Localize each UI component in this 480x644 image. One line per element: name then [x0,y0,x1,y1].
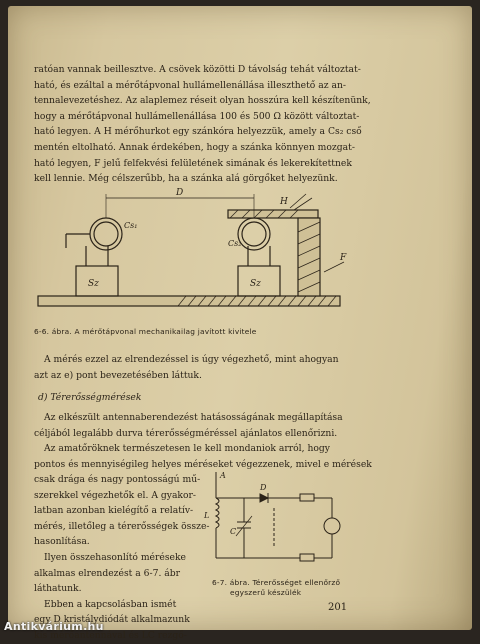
label-C: C [230,527,237,536]
section-heading: d) Térerősségmérések [38,392,142,403]
figure-6-7-circuit [204,468,354,578]
text-line: mérés, illetőleg a térerősségek össze- [34,520,210,532]
text-line: Az elkészült antennaberendezést hatásosságának megállapítása [44,412,343,423]
label-L: L [204,511,210,520]
text-line: ratóan vannak beillesztve. A csövek közötti D távolság tehát változtat- [34,64,361,75]
label-H: H [280,197,288,207]
figure-6-6-diagram [28,182,358,317]
label-D-diode: D [260,483,267,492]
label-D: D [176,188,184,198]
text-line: ható, és ezáltal a mérőtápvonal hullámellenállása illeszthető az an- [34,79,346,91]
text-line: A mérés ezzel az elrendezéssel is úgy végezhető, mint ahogyan [44,354,339,365]
text-line: azt az e) pont bevezetésében láttuk. [34,369,202,381]
figure-6-7-caption-line1: 6-7. ábra. Térerősséget ellenőrző [212,578,341,587]
text-line: latban azonban kielégítő a relatív- [34,505,194,517]
text-line: kell lennie. Még célszerűbb, ha a szánka alá görgőket helyezünk. [34,173,338,185]
text-line: pontos és mennyiségileg helyes méréseket végezzenek, mivel e mérések [34,458,372,470]
text-line: alkalmas elrendezést a 6-7. ábr [34,567,181,579]
watermark: Antikvárium.hu [4,620,104,633]
label-Cs1: Cs₁ [124,221,138,230]
section-paragraph-narrow [34,472,210,644]
label-Cs2: Cs₂ [228,239,242,248]
top-paragraph [34,62,371,187]
text-line: hasonlítása. [34,536,90,548]
page-number: 201 [328,602,348,613]
text-line: céljából legalább durva térerősségméréssel ajánlatos ellenőrizni. [34,427,338,439]
text-line: Ilyen összehasonlító méréseke [44,551,186,563]
text-line: csak drága és nagy pontosságú mű- [34,474,201,485]
text-line: ható legyen. A H mérőhurkot egy szánkóra helyezzük, amely a Cs₂ cső [34,126,362,138]
text-line: láthatunk. [34,583,82,595]
text-line: hogy a mérőtápvonal hullámellenállása 100 és 500 Ω között változtat- [34,110,360,122]
label-Sz-left: Sz [88,279,99,289]
label-F: F [340,253,347,263]
label-Sz-right: Sz [250,279,261,289]
text-line: ható legyen, F jelű felfekvési felületének simának és lekerekítettnek [34,157,352,169]
text-line: szerekkel végezhetők el. A gyakor- [34,489,197,501]
book-page [8,6,472,641]
text-line: egy D kristálydiódát alkalmazunk [34,614,190,626]
text-line: mentén eltolható. Annak érdekében, hogy a szánka könnyen mozgat- [34,141,355,153]
label-A: A [220,471,226,480]
figure-6-7-caption-line2: egyszerű készülék [230,588,302,597]
text-line: tennalevezetéshez. Az alaplemez réseit olyan hosszúra kell készítenünk, [34,95,371,107]
text-line: kis mérőantennával és LC rezgő- [34,629,187,641]
text-line: Ebben a kapcsolásban ismét [44,598,177,610]
figure-6-6-caption: 6-6. ábra. A mérőtápvonal mechanikailag javított kivitele [34,327,257,336]
text-line: Az amatőröknek természetesen le kell mondaniok arról, hogy [44,443,330,455]
section-paragraph [34,410,372,472]
middle-paragraph [34,352,352,383]
